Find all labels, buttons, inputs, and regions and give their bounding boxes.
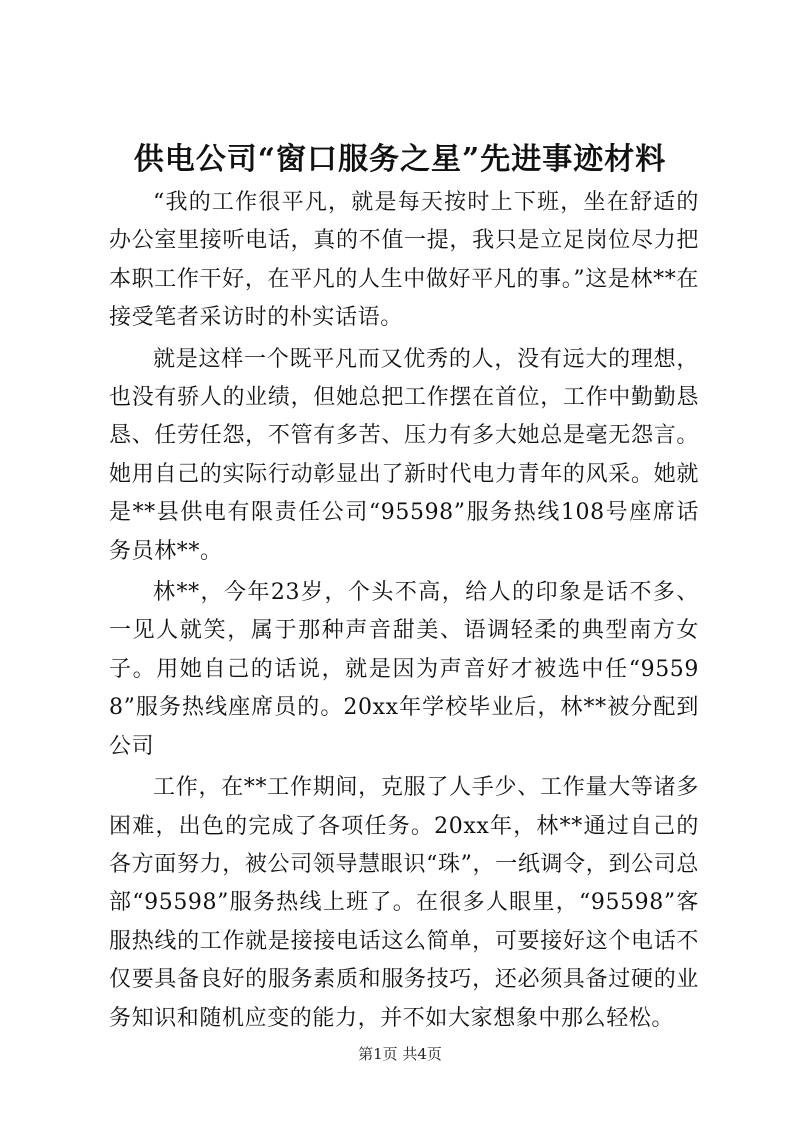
paragraph-2: 就是这样一个既平凡而又优秀的人，没有远大的理想，也没有骄人的业绩，但她总把工作摆在首位，工作中勤勤恳恳、任劳任怨，不管有多苦、压力有多大她总是毫无怨言。她用自己的实际行动彰显出了新时代电力青年的风采。她就是**县供电有限责任公司“95598”服务热线108号座席话务员林**。 — [109, 346, 699, 564]
document-body — [109, 184, 699, 1038]
page-number-footer: 第1页 共4页 — [358, 1045, 442, 1063]
paragraph-4: 工作，在**工作期间，克服了人手少、工作量大等诸多困难，出色的完成了各项任务。20xx年，林**通过自己的各方面努力，被公司领导慧眼识“珠”，一纸调令，到公司总部“95598”服务热线上班了。在很多人眼里，“95598”客服热线的工作就是接接电话这么简单，可要接好这个电话不仅要具备良好的服务素质和服务技巧，还必须具备过硬的业务知识和随机应变的能力，并不如大家想象中那么轻松。 — [109, 775, 699, 1031]
document-title: 供电公司“窗口服务之星”先进事迹材料 — [133, 142, 667, 177]
paragraph-1: “我的工作很平凡，就是每天按时上下班，坐在舒适的办公室里接听电话，真的不值一提，我只是立足岗位尽力把本职工作干好，在平凡的人生中做好平凡的事。”这是林**在接受笔者采访时的朴实话语。 — [109, 190, 699, 331]
paragraph-3: 林**，今年23岁，个头不高，给人的印象是话不多、一见人就笑，属于那种声音甜美、语调轻柔的典型南方女子。用她自己的话说，就是因为声音好才被选中任“95598”服务热线座席员的。20xx年学校毕业后，林**被分配到公司 — [109, 580, 699, 759]
